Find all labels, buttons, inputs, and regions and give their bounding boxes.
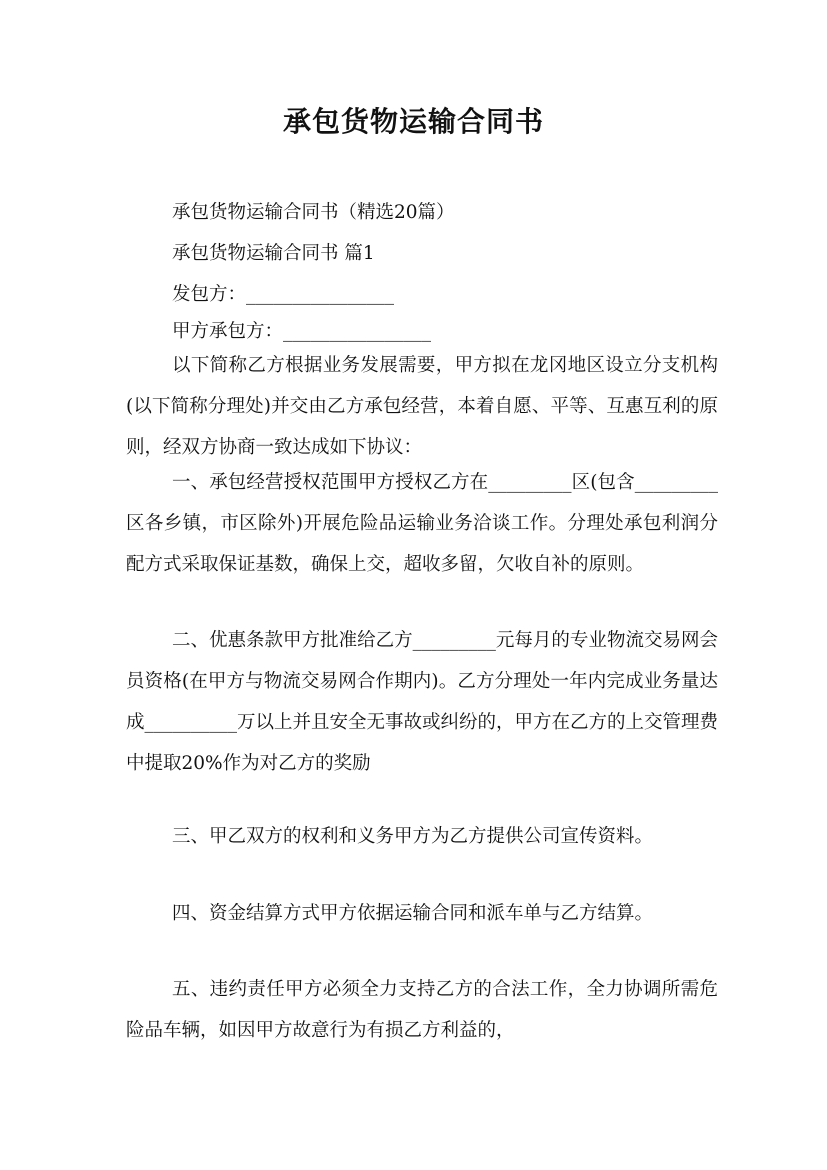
issuer-label: 发包方： xyxy=(172,284,247,305)
contractor-label: 甲方承包方： xyxy=(172,321,284,342)
paragraph-clause-3: 三、甲乙双方的权利和义务甲方为乙方提供公司宣传资料。 xyxy=(172,826,654,847)
contractor-blank: ________________ xyxy=(283,321,432,342)
document-subtitle: 承包货物运输合同书（精选20篇） xyxy=(172,202,455,223)
paragraph-clause-2: 二、优惠条款甲方批准给乙方_________元每月的专业物流交易网会员资格(在甲方与物流交易网合作期内)。乙方分理处一年内完成业务量达成__________万以上并且安全无事故或纠纷的，甲方在乙方的上交管理费中提取20%作为对乙方的奖励 xyxy=(126,630,719,774)
document-title: 承包货物运输合同书 xyxy=(282,105,544,138)
contractor-field xyxy=(172,317,431,343)
paragraph-clause-5: 五、违约责任甲方必须全力支持乙方的合法工作，全力协调所需危险品车辆，如因甲方故意行为有损乙方利益的， xyxy=(126,979,718,1041)
issuer-blank: ________________ xyxy=(246,284,395,305)
issuer-field xyxy=(172,280,394,306)
section-heading: 承包货物运输合同书 篇1 xyxy=(172,243,375,264)
paragraph-clause-1: 一、承包经营授权范围甲方授权乙方在_________区(包含_________区各乡镇，市区除外)开展危险品运输业务洽谈工作。分理处承包利润分配方式采取保证基数，确保上交，超收多留，欠收自补的原则。 xyxy=(126,472,718,575)
paragraph-clause-4: 四、资金结算方式甲方依据运输合同和派车单与乙方结算。 xyxy=(172,903,654,924)
paragraph-intro: 以下简称乙方根据业务发展需要，甲方拟在龙冈地区设立分支机构(以下简称分理处)并交由乙方承包经营，本着自愿、平等、互惠互利的原则，经双方协商一致达成如下协议： xyxy=(126,355,718,458)
